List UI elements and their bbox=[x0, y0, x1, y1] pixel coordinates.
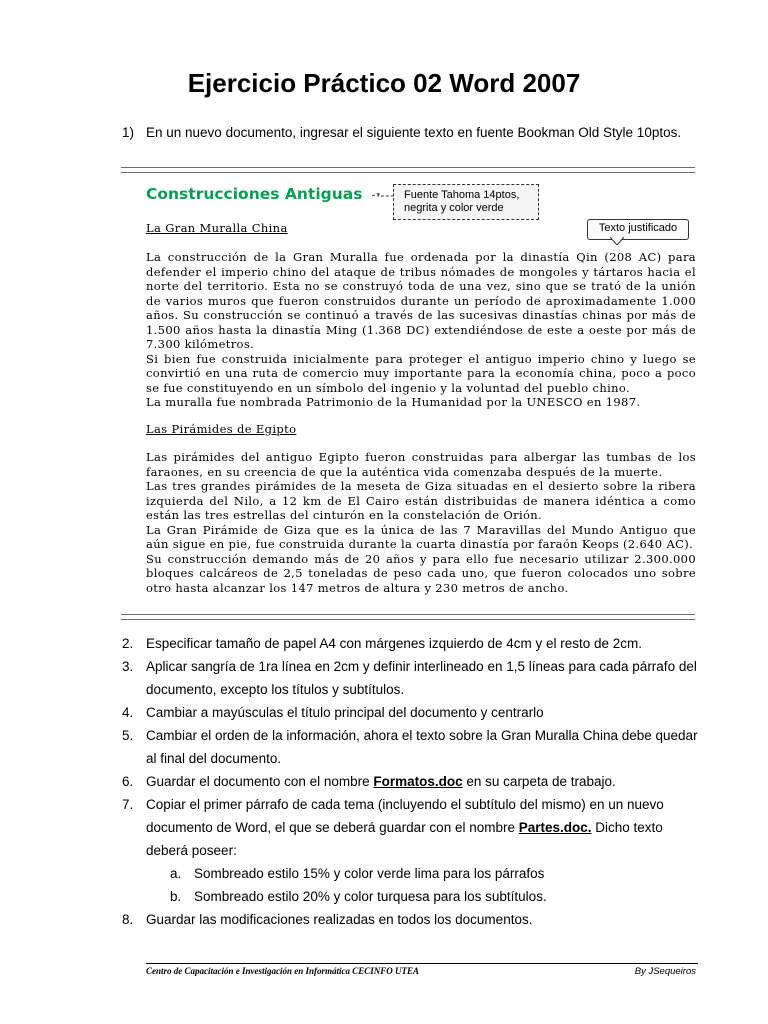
step-text: En un nuevo documento, ingresar el siguiente texto en fuente Bookman Old Style 10ptos. bbox=[146, 125, 682, 140]
callout-justify-note: Texto justificado bbox=[587, 219, 689, 240]
box-bottom-rule bbox=[121, 614, 695, 620]
step-letter: b. bbox=[170, 889, 182, 904]
step-number: 2. bbox=[122, 636, 134, 651]
list-subitem bbox=[122, 862, 702, 885]
step-text-post: en su carpeta de trabajo. bbox=[462, 774, 616, 789]
section-subtitle: Las Pirámides de Egipto bbox=[146, 422, 297, 436]
step-text-pre: Copiar el primer párrafo de cada tema (incluyendo el subtítulo del mismo) en un nuevo documento de Word, el que se deberá guardar con el nombre bbox=[146, 797, 664, 835]
page-title: Ejercicio Práctico 02 Word 2007 bbox=[187, 68, 581, 98]
section-body bbox=[146, 450, 696, 595]
step-number: 5. bbox=[122, 728, 134, 743]
callout-font-note: Fuente Tahoma 14ptos, negrita y color verde bbox=[393, 184, 539, 220]
step-number: 1) bbox=[122, 125, 135, 140]
paragraph: La muralla fue nombrada Patrimonio de la Humanidad por la UNESCO en 1987. bbox=[146, 395, 641, 409]
step-letter: a. bbox=[170, 866, 182, 881]
box-title: Construcciones Antiguas bbox=[146, 185, 363, 203]
list-item bbox=[122, 701, 702, 724]
list-item bbox=[122, 632, 702, 655]
step-text: Especificar tamaño de papel A4 con márgenes izquierdo de 4cm y el resto de 2cm. bbox=[146, 636, 643, 651]
step-text: Sombreado estilo 15% y color verde lima para los párrafos bbox=[194, 866, 545, 881]
paragraph: Si bien fue construida inicialmente para proteger el antiguo imperio chino y luego se convirtió en una ruta de comercio muy importante para la economía china, poco a poco se fue constituyendo en un símbolo del ingenio y la voluntad del pueblo chino. bbox=[146, 351, 696, 395]
list-item bbox=[122, 724, 702, 770]
step-number: 8. bbox=[122, 912, 134, 927]
list-item bbox=[122, 793, 702, 862]
paragraph: Su construcción demando más de 20 años y para ello fue necesario utilizar 2.300.000 bloques calcáreos de 2,5 toneladas de peso cada uno, que fueron colocados uno sobre otro hasta alcanzar los 147 metros de altura y 230 metros de ancho. bbox=[146, 551, 696, 595]
list-item bbox=[122, 908, 702, 931]
section-body bbox=[146, 250, 696, 410]
step-text-post: Dicho texto deberá poseer: bbox=[146, 820, 663, 858]
step-text: Guardar las modificaciones realizadas en todos los documentos. bbox=[146, 912, 533, 927]
footer-author: By JSequeiros bbox=[634, 966, 696, 977]
section-subtitle: La Gran Muralla China bbox=[146, 221, 288, 235]
box-top-rule bbox=[121, 167, 695, 173]
paragraph: La construcción de la Gran Muralla fue ordenada por la dinastía Qin (208 AC) para defender el imperio chino del ataque de tribus nómades de mongoles y tártaros hacia el norte del territorio. Esta no se construyó toda de una vez, sino que se trató de la unión de varios muros que fueron construidos durante un período de aproximadamente 1.000 años. Su construcción se continuó a través de las sucesivas dinastías chinas por más de 1.500 años hasta la dinastía Ming (1.368 DC) extendiéndose de este a oeste por más de 7.300 kilómetros. bbox=[146, 250, 696, 351]
step-text: Aplicar sangría de 1ra línea en 2cm y definir interlineado en 1,5 líneas para cada párrafo del documento, excepto los títulos y subtítulos. bbox=[146, 659, 697, 697]
callout-pointer bbox=[372, 193, 394, 199]
step-text: Cambiar el orden de la información, ahora el texto sobre la Gran Muralla China debe quedar al final del documento. bbox=[146, 728, 698, 766]
step-text: Cambiar a mayúsculas el título principal del documento y centrarlo bbox=[146, 705, 544, 720]
step-number: 7. bbox=[122, 797, 134, 812]
callout-pointer bbox=[610, 237, 624, 245]
footer-rule bbox=[146, 963, 698, 964]
step-text-pre: Guardar el documento con el nombre bbox=[146, 774, 374, 789]
paragraph: Las pirámides del antiguo Egipto fueron construidas para albergar las tumbas de los faraones, en su creencia de que la auténtica vida comenzaba después de la muerte. bbox=[146, 450, 696, 479]
paragraph: Las tres grandes pirámides de la meseta de Giza situadas en el desierto sobre la ribera izquierda del Nilo, a 12 km de El Cairo están distribuidas de manera idéntica a como están las tres estrellas del cinturón en la constelación de Orión. bbox=[146, 479, 696, 522]
list-subitem bbox=[122, 885, 702, 908]
step-number: 6. bbox=[122, 774, 134, 789]
steps-list bbox=[122, 632, 702, 931]
list-item bbox=[122, 770, 702, 793]
paragraph: La Gran Pirámide de Giza que es la única de las 7 Maravillas del Mundo Antiguo que aún sigue en pie, fue construida durante la cuarta dinastía por faraón Keops (2.640 AC). bbox=[146, 522, 696, 551]
file-name: Formatos.doc bbox=[373, 774, 463, 789]
step-number: 3. bbox=[122, 659, 134, 674]
footer-institution: Centro de Capacitación e Investigación en Informática CECINFO UTEA bbox=[146, 966, 420, 976]
file-name: Partes.doc. bbox=[518, 820, 592, 835]
list-item bbox=[122, 655, 702, 701]
step-number: 4. bbox=[122, 705, 134, 720]
step-text: Sombreado estilo 20% y color turquesa para los subtítulos. bbox=[194, 889, 547, 904]
